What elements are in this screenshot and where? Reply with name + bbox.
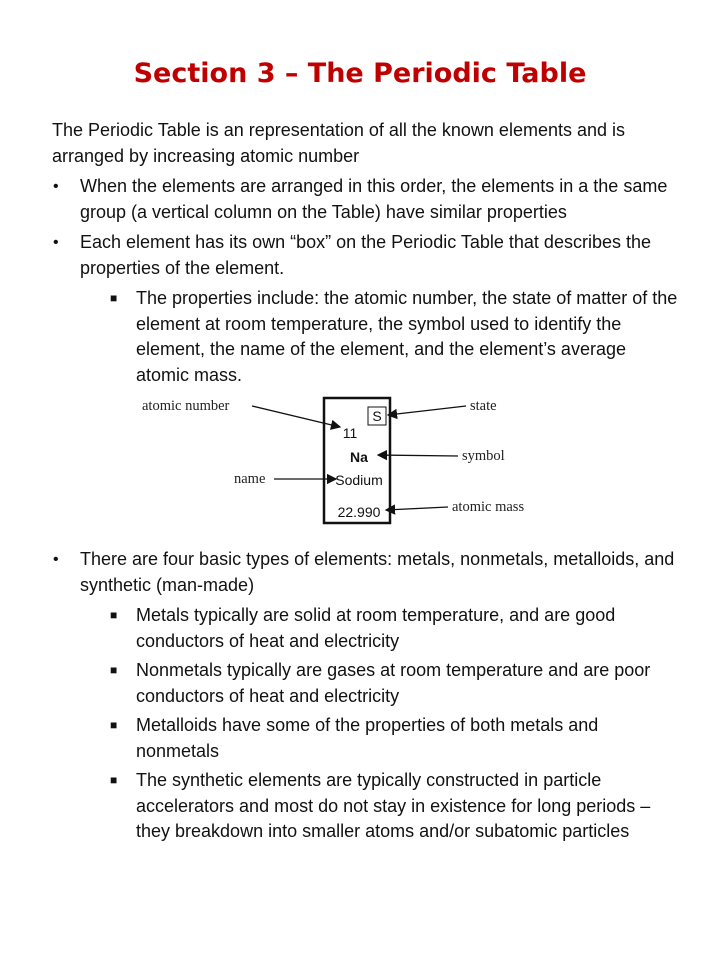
bullet-item	[52, 230, 682, 388]
arrow-state	[388, 406, 466, 415]
bullet-dot-icon: •	[53, 178, 59, 195]
square-bullet-icon: ■	[110, 663, 118, 677]
bullet-dot-icon: •	[53, 234, 59, 251]
sub-bullet-list	[80, 603, 682, 845]
sub-bullet-text: The synthetic elements are typically constructed in particle accelerators and most do not stay in existence for long periods – they breakdown into smaller atoms and/or subatomic particles	[136, 770, 651, 841]
sub-bullet-text: Metals typically are solid at room temperature, and are good conductors of heat and electricity	[136, 605, 616, 651]
bullet-item	[52, 174, 682, 225]
label-atomic-mass: atomic mass	[452, 499, 525, 515]
sub-bullet-text: Nonmetals typically are gases at room temperature and are poor conductors of heat and electricity	[136, 660, 651, 706]
label-symbol: symbol	[462, 448, 505, 464]
sub-bullet-list	[80, 286, 682, 388]
page-title: Section 3 – The Periodic Table	[133, 58, 587, 89]
element-mass: 22.990	[337, 504, 381, 520]
square-bullet-icon: ■	[110, 773, 118, 787]
bullet-item	[52, 547, 682, 845]
slide-body	[52, 118, 682, 850]
bullet-text: There are four basic types of elements: metals, nonmetals, metalloids, and synthetic (man-made)	[80, 549, 675, 595]
intro-paragraph: The Periodic Table is an representation of all the known elements and is arranged by increasing atomic number	[52, 120, 626, 166]
element-symbol: Na	[350, 449, 368, 465]
label-name: name	[234, 471, 266, 487]
element-name: Sodium	[335, 472, 383, 488]
bullet-dot-icon: •	[53, 551, 59, 568]
label-state: state	[470, 398, 497, 414]
sub-bullet-item	[80, 603, 682, 654]
sub-bullet-text: Metalloids have some of the properties of both metals and nonmetals	[136, 715, 599, 761]
sub-bullet-item	[80, 286, 682, 388]
bullet-list	[52, 547, 682, 845]
square-bullet-icon: ■	[110, 718, 118, 732]
bullet-list	[52, 174, 682, 388]
bullet-text: Each element has its own “box” on the Periodic Table that describes the properties of the element.	[80, 232, 651, 278]
square-bullet-icon: ■	[110, 608, 118, 622]
label-atomic-number: atomic number	[142, 398, 230, 414]
sub-bullet-item	[80, 768, 682, 845]
square-bullet-icon: ■	[110, 291, 118, 305]
element-state: S	[372, 408, 382, 424]
bullet-text: When the elements are arranged in this order, the elements in a the same group (a vertical column on the Table) have similar properties	[80, 176, 668, 222]
arrow-atomic-mass	[386, 507, 448, 510]
sub-bullet-item	[80, 658, 682, 709]
element-box-diagram	[134, 393, 554, 533]
sub-bullet-item	[80, 713, 682, 764]
element-number: 11	[342, 425, 358, 441]
sub-bullet-text: The properties include: the atomic number, the state of matter of the element at room temperature, the symbol used to identify the element, the name of the element, and the element’s average atomic mass.	[136, 288, 678, 385]
